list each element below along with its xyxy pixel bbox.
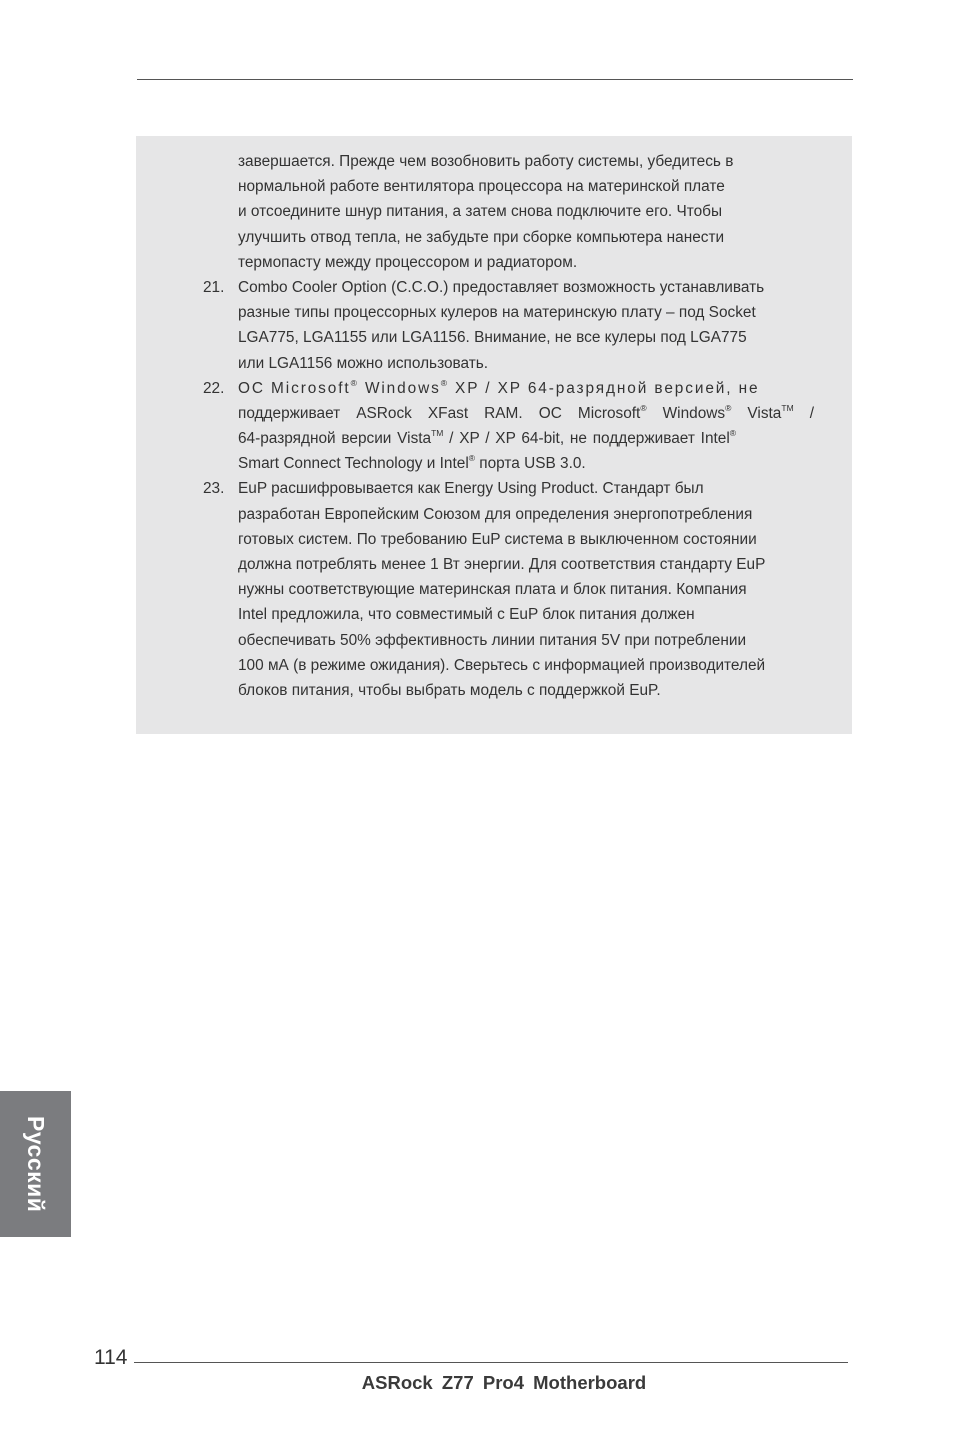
note-item-number: 23. [203, 480, 225, 498]
note-continuation-line: нормальной работе вентилятора процессора на материнской плате [238, 178, 725, 196]
note-item-23-line: разработан Европейским Союзом для определения энергопотребления [238, 505, 753, 523]
note-item-22-text: поддерживает ASRock XFast RAM. ОС Microsoft® Windows® Vista™ / [238, 402, 814, 422]
note-item-22-text: ОС Microsoft® Windows® XP / XP 64-разрядной версией, не [238, 377, 760, 397]
note-item-number: 22. [203, 379, 225, 397]
language-tab [0, 1091, 71, 1237]
registered-mark: ® [640, 402, 647, 413]
note-item-22-line [136, 401, 852, 426]
trademark-mark: TM [781, 402, 794, 413]
note-item-21-line: LGA775, LGA1155 или LGA1156. Внимание, не все кулеры под LGA775 [238, 329, 747, 347]
note-item-22-text: 64-разрядной версии Vista™ / XP / XP 64-bit, не поддерживает Intel® [238, 428, 737, 448]
footer-title: ASRock Z77 Pro4 Motherboard [361, 1372, 647, 1393]
notes-content [136, 149, 852, 703]
note-item-22-line [136, 426, 852, 451]
footer-rule [134, 1362, 848, 1363]
language-tab-label: Русский [23, 1115, 49, 1213]
registered-mark: ® [729, 428, 737, 439]
trademark-mark: TM [431, 428, 444, 439]
note-continuation-line: термопасту между процессором и радиатором. [238, 253, 578, 271]
note-item-23-line: 100 мА (в режиме ожидания). Сверьтесь с информацией производителей [238, 656, 766, 674]
note-continuation-line: и отсоедините шнур питания, а затем снова подключите его. Чтобы [238, 203, 723, 221]
note-continuation-line: завершается. Прежде чем возобновить работу системы, убедитесь в [238, 153, 734, 170]
note-item-22-line [136, 451, 852, 476]
note-item-22-text: Smart Connect Technology и Intel® порта USB 3.0. [238, 453, 586, 473]
notes-panel [136, 136, 852, 734]
note-item-number: 21. [203, 278, 225, 296]
note-item-23-line: блоков питания, чтобы выбрать модель с поддержкой EuP. [238, 681, 661, 699]
note-item-22-line [136, 376, 852, 401]
note-item-23-line: 23. EuP расшифровывается как Energy Using Product. Стандарт был [136, 476, 852, 501]
registered-mark: ® [440, 377, 449, 388]
note-item-21-line: или LGA1156 можно использовать. [238, 354, 489, 372]
page-number: 114 [94, 1346, 128, 1369]
registered-mark: ® [350, 377, 359, 388]
note-continuation-line: улучшить отвод тепла, не забудьте при сборке компьютера нанести [238, 228, 725, 246]
note-item-23-line: нужны соответствующие материнская плата и блок питания. Компания [238, 581, 747, 599]
note-item-23-line: готовых систем. По требованию EuP система в выключенном состоянии [238, 530, 757, 548]
registered-mark: ® [725, 402, 732, 413]
note-item-21-line: разные типы процессорных кулеров на материнскую плату – под Socket [238, 304, 756, 322]
header-rule [137, 79, 853, 80]
registered-mark: ® [468, 453, 476, 464]
note-item-23-line: Intel предложила, что совместимый с EuP блок питания должен [238, 606, 695, 624]
note-item-23-line: должна потреблять менее 1 Вт энергии. Для соответствия стандарту EuP [238, 556, 766, 573]
note-item-21-line: 21. Combo Cooler Option (C.C.O.) предоставляет возможность устанавливать [136, 275, 852, 300]
note-item-23-line: обеспечивать 50% эффективность линии питания 5V при потреблении [238, 631, 747, 649]
